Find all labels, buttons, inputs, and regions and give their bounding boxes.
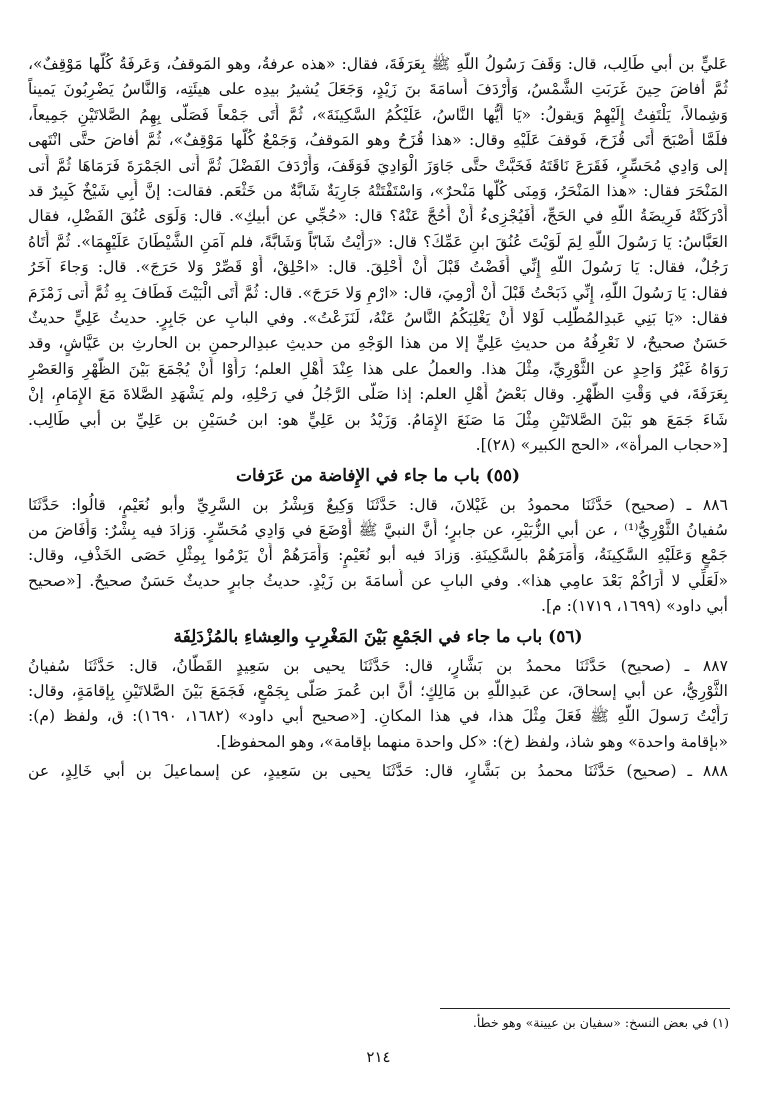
text-line: وَشِمالاً، يَلْتَفِتُ إِلَيْهِمْ وَيقولُ: «يَا أَيُّها النَّاسُ، عَلَيْكُمُ السَّكِينَةَ»، ثُمَّ أَتَى جَمْعاً فَصَلَّى بِهِمُ الصَّلاتَيْنِ جَمِيعاً، [28, 105, 728, 124]
text-line: ٨٨٦ ـ (صحيح) حَدَّثَنَا محمودُ بن غَيْلانَ، قال: حَدَّثَنَا وَكِيعٌ وَبِشْرُ بن السَّرِيِّ وأبو نُعَيْمٍ، قالُوا: حَدَّثَنَا [28, 495, 728, 514]
text-line: «لَعَلِّي لا أَرَاكُمْ بَعْدَ عامِي هذا». وفي البابِ عن أُسامَةَ بن زَيْدٍ. حديثُ جابرٍ حديثٌ حَسَنٌ صحيحٌ. [«صحيح [28, 571, 728, 590]
citation-line: أبي داود» (١٦٩٩، ١٧١٩): م]. [541, 597, 728, 616]
hadith-886 [28, 493, 728, 620]
text-line: الثَّوْرِيُّ، عن أبي إسحاقَ، عن عَبدِاللّهِ بن مَالِكٍ؛ أنَّ ابن عُمرَ صَلَّى بِجَمْعٍ، فَجَمَعَ بَيْنَ الصَّلاتَيْنِ بِإقامَةٍ، وقال: [28, 681, 728, 700]
text-line: رَوَاهُ غَيْرُ وَاحِدٍ عن الثَّوْرِيِّ، مِثْلَ هذا. والعملُ على هذا عِنْدَ أَهْلِ العلم؛ رَأَوْا أَنْ يُجْمَعَ بَيْنَ الظُّهْرِ وَالعَصْرِ [28, 359, 728, 378]
hadith-887 [28, 654, 728, 756]
footnote-divider [440, 1008, 730, 1009]
text-line: شَاءَ جَمَعَ هو بَيْنَ الصَّلاتَيْنِ مِثْلَ مَا صَنَعَ الإِمَامُ. وَزَيْدُ بن عَلِيٍّ هو: ابن حُسَيْنِ بن عَلِيِّ بن أبي طَالِب. [28, 410, 728, 429]
footnote: (١) في بعض النسخ: «سفيان بن عيينة» وهو خطأ. [472, 1015, 729, 1030]
text-line: حَسَنٌ صحيحٌ، لا نَعْرِفُهُ من حديثِ عَلِيٍّ إلا من هذا الوَجْهِ من حديثِ عبدِالرحمنِ بن الحارثِ بن عَيَّاشٍ، وقد [28, 334, 728, 353]
text-line: رَأَيْتُ رَسولَ اللّهِ ﷺ فَعَلَ مِثْلَ هذا، في هذا المكانِ. [«صحيح أبي داود» (١٦٨٢، ١٦٩٠): ق، ولفظ (م): [28, 707, 728, 726]
text-line: عَليٍّ بن أبي طَالِب، قال: وَقَفَ رَسُولُ اللّهِ ﷺ بِعَرَفَةَ، فقال: «هذه عرفةُ، وهو المَوقفُ، وَعَرفَةُ كُلُّها مَوْقِفٌ»، [28, 55, 728, 73]
text-line: فقال: يَا رَسُولَ اللّهِ، إِنِّي ذَبَحْتُ قَبْلَ أَنْ أَرْمِيَ، قال: «ارْمِ وَلا حَرَجَ». قال: ثُمَّ أَتَى الْبَيْتَ فَطَافَ بِهِ ثُمَّ أَتى زَمْزَمَ [28, 283, 728, 302]
text-line: ٨٨٧ ـ (صحيح) حَدَّثَنَا محمدُ بن بَشَّارٍ، قال: حَدَّثَنَا يحيى بن سَعِيدٍ القَطَّانُ، قال: حَدَّثَنَا سُفيانُ [28, 656, 728, 675]
chapter-heading-55: (٥٥) باب ما جاء في الإِفاضة من عَرَفات [235, 465, 521, 486]
text-line: بِعَرَفَةَ، في وَقْتِ الظُّهْرِ. وقال بَعْضُ أَهْلِ العلم: إذا صَلَّى الرَّجُلُ في رَحْلِهِ، ولم يَشْهَدِ الصَّلاةَ مَعَ الإِمَامِ، إنْ [28, 385, 728, 404]
hadith-888 [28, 759, 728, 784]
citation-line: [«حجاب المرأة»، «الحج الكبير» (٢٨)]. [475, 436, 728, 455]
page-body [28, 52, 728, 785]
text-line: فقال: «يَا بَنِي عَبدِالمُطَّلِب لَوْلا أَنْ يَغْلِبَكُمُ النَّاسُ عَنْهُ، لَنَزَعْتُ». وفي البابِ عن جَابِرٍ. حديثُ عَلِيٍّ حديثٌ [28, 309, 728, 328]
page-number: ٢١٤ [366, 1048, 391, 1066]
text-line: ٨٨٨ ـ (صحيح) حَدَّثَنَا محمدُ بن بَشَّارٍ، قال: حَدَّثَنَا يحيى بن سَعِيدٍ، عن إسماعيلَ بن أبي خَالِدٍ، عن [28, 762, 728, 781]
text-line: ثُمَّ أفاضَ حِينَ غَرَبَتِ الشَّمْسُ، وَأَرْدَفَ أُسامَةَ بنَ زَيْدٍ، وَجَعَلَ يُشيرُ بيدِه على هيئَتِه، وَالنَّاسُ يَضْرِبُونَ يَميناً [28, 80, 728, 99]
text-line: جَمْعٍ وَعَلَيْهِ السَّكِينَةُ، وَأَمَرَهُمْ بالسَّكِينَةِ. وَزادَ فيه أبو نُعَيْمٍ: وَأَمَرَهُمْ أَنْ يَرْمُوا بِمِثْلِ حَصَى الخَذْفِ، وقال: [28, 546, 728, 565]
text-line: فلَمَّا أَصْبَحَ أَتَى قُزَحَ، فَوقفَ عَلَيْهِ وقال: «هذا قُزَحُ وهو المَوقفُ، وَجَمْعٌ كُلُّها مَوْقِفٌ»، ثُمَّ أفاضَ حتَّى انْتَهى [28, 131, 728, 150]
text-line: أَدْرَكَتْهُ فَرِيضَةُ اللّهِ في الحَجِّ، أَفَيُجْزِىءُ أَنْ أَحُجَّ عَنْهُ؟ قال: «حُجِّي عن أبيكِ». قال: وَلَوَى عُنُقَ الفَضْلِ، فقال [28, 207, 728, 226]
text-line: المَنْحَرَ فقال: «هذا المَنْحَرُ، وَمِنَى كُلُّها مَنْحرٌ»، وَاسْتَفْتَتْهُ جَارِيَةٌ شَابَّةٌ من خَثْعَم. فقالت: إنَّ أَبِي شَيْخٌ كَبِيرٌ قد [28, 182, 728, 201]
text-line: رَجُلٌ، فقال: يَا رَسُولَ اللّهِ إِنِّي أَفَضْتُ قَبْلَ أَنْ أَحْلِقَ. قال: «احْلِقْ، أَوْ قَصِّرْ وَلا حَرَجَ». قال: وَجاءَ آخَرُ [28, 258, 728, 277]
text-line: العَبَّاسُ: يَا رَسُولَ اللّهِ لِمَ لَوَيْتَ عُنُقَ ابنِ عَمِّكَ؟ قال: «رَأَيْتُ شَابّاً وَشَابَّةً، فلم آمَنِ الشَّيْطَانَ عَلَيْهِمَا». ثُمَّ أَتَاهُ [28, 232, 728, 251]
chapter-heading-56: (٥٦) باب ما جاء في الجَمْعِ بَيْنَ المَغْرِبِ والعِشاءِ بالمُزْدَلِفَة [173, 626, 583, 647]
citation-line: «بإقامة واحدة» وهو شاذ، ولفظ (خ): «كل واحدة منهما بإقامة»، وهو المحفوظ]. [215, 732, 728, 751]
text-line: سُفيانُ الثَّوْرِيُّ⁽¹⁾ ، عن أبي الزُّبَيْرِ، عن جابرٍ؛ أَنَّ النبيَّ ﷺ أَوْضَعَ في وَادِي مُحَسِّرٍ. وَزادَ فيه بِشْرٌ: وَأَفَاضَ من [28, 520, 728, 539]
intro-paragraph [28, 52, 728, 459]
text-line: إلى وَادِي مُحَسِّرٍ، فَقَرَعَ نَاقَتَهُ فَخَبَّتْ حتَّى جَاوَزَ الْوَادِيَ فَوَقَفَ، وَأَرْدَفَ الفَضْلَ ثُمَّ أَتى الجَمْرَةَ فَرَمَاهَا ثُمَّ أَتى [28, 156, 728, 175]
